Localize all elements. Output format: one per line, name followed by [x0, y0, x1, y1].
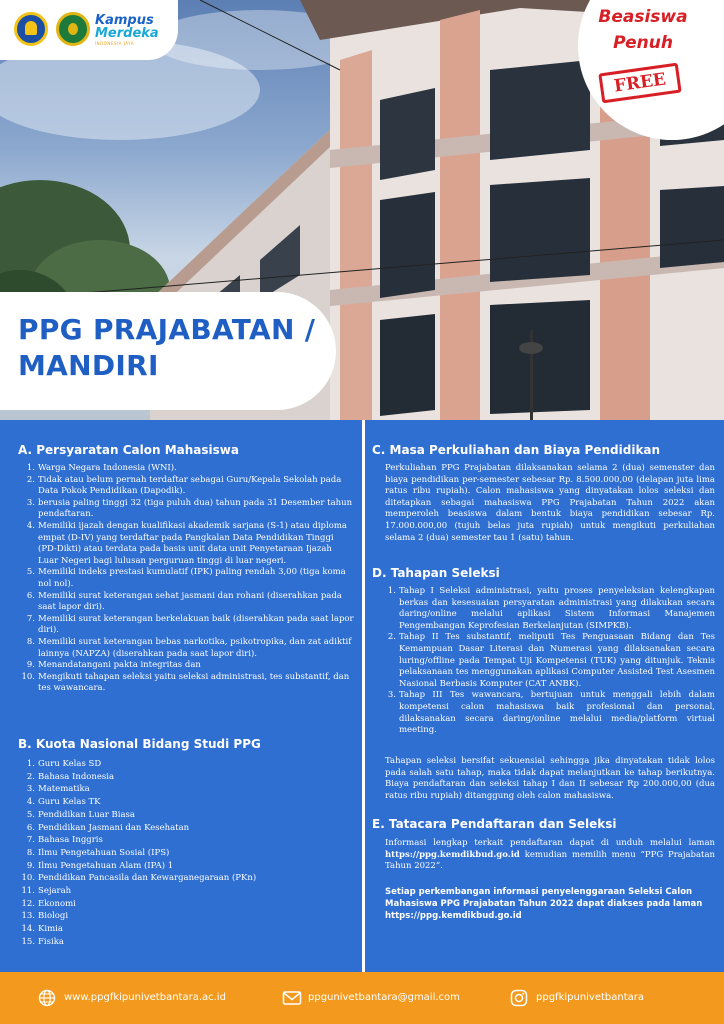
logo-brand-line2: Merdeka [95, 26, 159, 41]
list-item: 10. Pendidikan Pancasila dan Kewarganegaraan (PKn) [21, 873, 257, 884]
list-item: 9. Menandatangani pakta integritas dan [26, 660, 201, 671]
list-item: 5. Memiliki indeks prestasi kumulatif (IPK) paling rendah 3,00 (tiga koma nol nol). [26, 567, 346, 589]
instagram-text: ppgfkipunivetbantara [536, 992, 645, 1003]
badge-line1: Beasiswa [598, 7, 688, 27]
email-text: ppgunivetbantara@gmail.com [308, 992, 460, 1003]
left-column [0, 420, 362, 972]
requirements-list [18, 463, 354, 695]
list-item: 2. Bahasa Indonesia [26, 771, 115, 782]
list-item: 1. Warga Negara Indonesia (WNI). [26, 463, 177, 473]
list-item: 7. Bahasa Inggris [26, 835, 103, 846]
section-a-heading: A. Persyaratan Calon Mahasiswa [18, 443, 239, 457]
list-item: 5. Pendidikan Luar Biasa [26, 809, 135, 820]
list-item: 4. Memiliki ijazah dengan kualifikasi akademik sarjana (S-1) atau diploma empat (D-IV) yang terdaftar pada Pangkalan Data Pendidikan Tinggi (PD-Dikti) atau terdata pada basis unit data unit Penyetaraan Ijazah Luar Negeri bagi lulusan perguruan tinggi di luar negeri. [26, 520, 347, 566]
section-c-heading: C. Masa Perkuliahan dan Biaya Pendidikan [372, 443, 661, 457]
list-item: 2. Tahap II Tes substantif, meliputi Tes Penguasaan Bidang dan Tes Kemampuan Dasar Literasi dan Numerasi yang dilaksanakan secara luring/offline pada Tempat Uji Kompetensi (TUK) yang ditunjuk. Teknis pelaksanaan tes menggunakan aplikasi Computer Assisted Test Asesmen Nasional Berbasis Komputer (CAT ANBK). [387, 632, 715, 689]
page-title-line2: MANDIRI [18, 349, 159, 382]
list-item: 4. Guru Kelas TK [26, 797, 101, 808]
section-d-heading: D. Tahapan Seleksi [372, 566, 500, 580]
right-column [365, 420, 724, 972]
list-item: 9. Ilmu Pengetahuan Alam (IPA) 1 [26, 860, 174, 871]
section-b-heading: B. Kuota Nasional Bidang Studi PPG [18, 737, 261, 751]
list-item: 13. Biologi [21, 911, 69, 922]
tut-wuri-handayani-logo [14, 12, 48, 46]
instagram-icon [510, 989, 528, 1007]
university-logo [56, 12, 90, 46]
announcement-note: Setiap perkembangan informasi penyelenggaraan Seleksi Calon Mahasiswa PPG Prajabatan Tahun 2022 dapat diakses pada laman https://ppg.kemdikbud.go.id [385, 887, 703, 921]
list-item: 3. Matematika [26, 784, 90, 795]
list-item: 7. Memiliki surat keterangan berkelakuan baik (diserahkan pada saat lapor diri). [26, 613, 354, 636]
logo-brand-tagline: INDONESIA JAYA [95, 41, 135, 46]
free-stamp: FREE [598, 63, 681, 104]
list-item: 8. Ilmu Pengetahuan Sosial (IPS) [26, 847, 170, 858]
list-item: 2. Tidak atau belum pernah terdaftar sebagai Guru/Kepala Sekolah pada Data Pokok Pendidikan (Dapodik). [26, 474, 342, 497]
study-fields-list [18, 758, 354, 949]
list-item: 12. Ekonomi [21, 898, 76, 909]
section-e-heading: E. Tatacara Pendaftaran dan Seleksi [372, 817, 617, 831]
badge-line2: Penuh [613, 33, 673, 53]
list-item: 10. Mengikuti tahapan seleksi yaitu seleksi administrasi, tes substantif, dan tes wawancara. [21, 671, 350, 694]
registration-link[interactable]: https://ppg.kemdikbud.go.id [385, 849, 520, 860]
list-item: 3. Tahap III Tes wawancara, bertujuan untuk menggali lebih dalam kompetensi calon mahasiswa baik profesional dan personal, dilaksanakan secara daring/online melalui media/platform virtual meeting. [387, 690, 715, 736]
title-panel [0, 292, 336, 410]
list-item: 3. berusia paling tinggi 32 (tiga puluh dua) tahun pada 31 Desember tahun pendaftaran. [26, 497, 353, 520]
logo-brand-line1: Kampus [95, 13, 154, 28]
logo-panel [0, 0, 178, 60]
list-item: 11. Sejarah [21, 886, 72, 897]
list-item: 1. Guru Kelas SD [26, 759, 102, 769]
list-item: 1. Tahap I Seleksi administrasi, yaitu proses penyeleksian kelengkapan berkas dan kesesuaian persyaratan administrasi yang dilakukan secara daring/online melalui aplikasi Sistem Informasi Manajemen Pengembangan Keprofesian Berkelanjutan (SIMPKB). [387, 586, 715, 631]
list-item: 15. Fisika [21, 936, 64, 947]
website-text: www.ppgfkipunivetbantara.ac.id [64, 992, 226, 1003]
registration-paragraph: Informasi lengkap terkait pendaftaran dapat di unduh melalui laman https://ppg.kemdikbud.go.id kemudian memilih menu “PPG Prajabatan Tahun 2022”. [385, 838, 715, 872]
list-item: 6. Memiliki surat keterangan sehat jasmani dan rohani (diserahkan pada saat lapor diri). [26, 590, 342, 613]
globe-icon [38, 989, 56, 1007]
selection-stages-list [379, 586, 715, 737]
list-item: 14. Kimia [21, 924, 63, 935]
list-item: 8. Memiliki surat keterangan bebas narkotika, psikotropika, dan zat adiktif lainnya (NAPZA) (diserahkan pada saat lapor diri). [26, 636, 352, 659]
list-item: 6. Pendidikan Jasmani dan Kesehatan [26, 822, 190, 833]
selection-note-paragraph: Tahapan seleksi bersifat sekuensial sehingga jika dinyatakan tidak lolos pada salah satu tahap, maka tidak dapat melanjutkan ke tahap berikutnya. Biaya pendaftaran dan seleksi tahap I dan II sebesar Rp 200.000,00 (dua ratus ribu rupiah) ditanggung oleh calon mahasiswa. [385, 756, 715, 801]
page-title-line1: PPG PRAJABATAN / [18, 313, 316, 346]
mail-icon [282, 989, 302, 1007]
tuition-paragraph: Perkuliahan PPG Prajabatan dilaksanakan selama 2 (dua) semenster dan biaya pendidikan per-semester sebesar Rp. 8.500.000,00 (delapan juta lima ratus ribu rupiah). Calon mahasiswa yang dinyatakan lolos seleksi dan ditetapkan sebagai mahasiswa PPG Prajabatan Tahun 2022 akan memperoleh beasiswa dalam bentuk biaya pendidikan sebesar Rp. 17.000.000,00 (tujuh belas juta rupiah) untuk mengikuti perkuliahan selama 2 (dua) semester tau 1 (satu) tahun. [385, 463, 715, 543]
kampus-merdeka-logo [95, 14, 159, 46]
footer [0, 972, 724, 1024]
